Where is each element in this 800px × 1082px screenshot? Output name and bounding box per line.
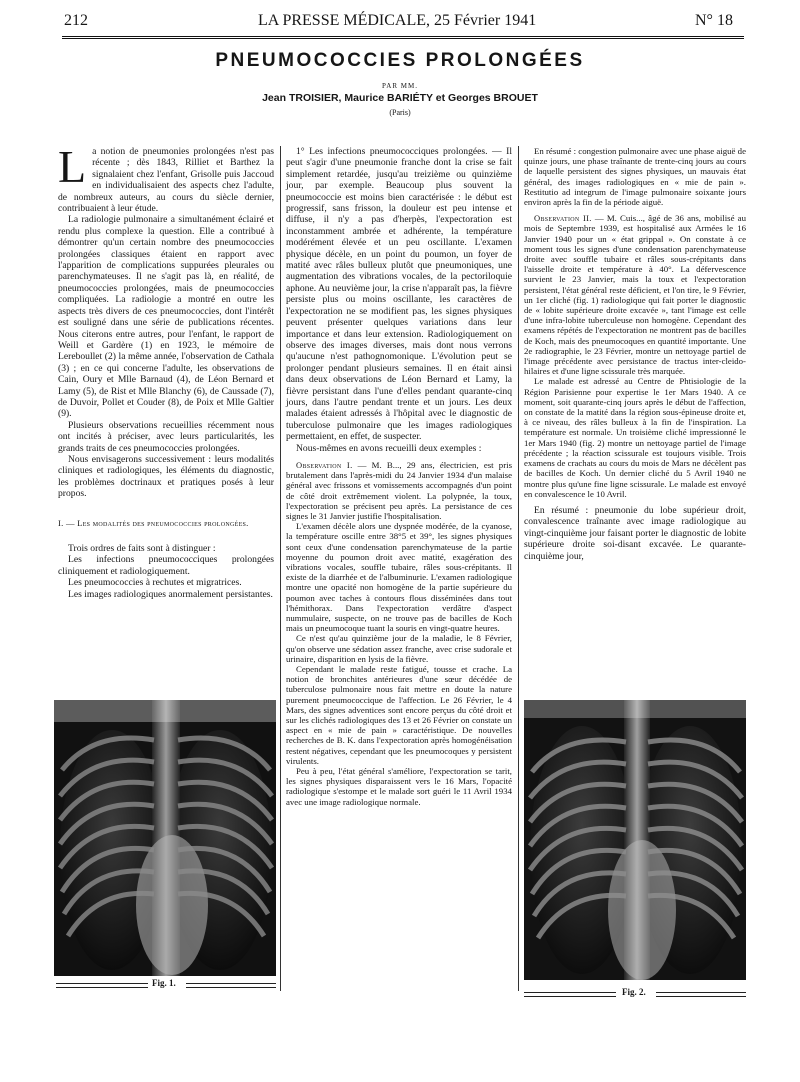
page-number: 212 <box>64 12 88 29</box>
column-1 <box>58 141 274 600</box>
column-divider <box>280 146 281 991</box>
column-3 <box>524 146 746 562</box>
city: (Paris) <box>389 108 411 117</box>
par-line: PAR MM. <box>382 82 418 90</box>
column-2 <box>286 146 512 807</box>
paragraph: Plusieurs observations recueillies récemment nous ont incités à préciser, avec leurs particularités, les grands traits de ces pneumococcies prolongées. <box>58 419 274 454</box>
paragraph: Nous-mêmes en avons recueilli deux exemples : <box>296 442 482 454</box>
paragraph: Les infections pneumococciques prolongées cliniquement et radiologiquement. <box>58 554 274 577</box>
paragraph: Nous envisagerons successivement : leurs modalités cliniques et radiologiques, les éléments du diagnostic, les problèmes doctrinaux et pratiques posés à leur propos. <box>58 453 274 500</box>
authors: Jean TROISIER, Maurice BARIÉTY et Georges BROUET <box>262 92 538 104</box>
issue-date: 25 Février 1941 <box>434 12 537 29</box>
caption-rule-right <box>656 992 746 997</box>
figure-2-caption: Fig. 2. <box>622 987 646 997</box>
paragraph: En résumé : congestion pulmonaire avec une phase aiguë de quinze jours, une phase traînante de trente-cinq jours au cours de laquelle persistent des signes physiques, un mauvais état général, des images radiologiques en « mie de pain ». Restitutio ad integrum de l'image pulmonaire soixante jours environ après la fin de la période aiguë. <box>524 146 746 208</box>
paragraph: Trois ordres de faits sont à distinguer : <box>68 543 216 554</box>
paragraph: 1° Les infections pneumococciques prolongées. — Il peut s'agir d'une pneumonie franche dont la crise se fait simplement retardée, jusqu'au treizième ou quinzième jour, par exemple. Beaucoup plus souvent la pneumococcie est moins bien caractérisée : le début est progressif, sans frisson, la douleur est peu intense et diffuse, il n'y a pas d'herpès, l'expectoration est inconstamment ambrée et adhérente, la température modérément élevée et un peu oscillante. L'examen physique décèle, en un point du poumon, un foyer de matité avec râles bulleux plutôt que pneumoniques, une augmentation des vibrations vocales, de la pectoriloquie aphone. Au neuvième jour, la crise n'apparaît pas, la fièvre persiste plus ou moins oscillante, les caractères de l'expectoration ne se modifient pas, les signes physiques peuvent présenter quelques variations dans leur importance et dans leur extension. Radiologiquement on observe des images diverses, mais dont nous verrons qu'aucune n'est pathognomonique. L'évolution peut se prolonger pendant plusieurs semaines. Il en était ainsi dans deux observations de Léon Bernard et Lamy, la fièvre persistant dans l'une d'elles pendant quarante-cinq jours, dans l'autre pendant trente et un jours. Les deux malades étaient adressés à l'hôpital avec le diagnostic de tuberculose pulmonaire que les images radiologiques permettaient, en effet, de suspecter. <box>286 146 512 443</box>
chest-radiograph <box>524 700 746 980</box>
observation-label: Observation I. <box>296 459 353 470</box>
drop-cap: L <box>58 141 87 192</box>
caption-rule-right <box>186 983 276 988</box>
figure-1-caption: Fig. 1. <box>152 978 176 988</box>
issue-number: N° 18 <box>695 12 733 29</box>
header-rule <box>62 36 744 37</box>
observation-1: Observation I. — M. B..., 29 ans, électricien, est pris brutalement dans l'après-midi du 24 Janvier 1934 d'un malaise général avec frissons et vomissements accompagnés d'un point de côté droit extrêmement violent. La polypnée, la toux, l'expectoration se précisent peu après. La persistance de ces signes le 31 Janvier justifie l'hospitalisation. <box>286 459 512 521</box>
journal-name: LA PRESSE MÉDICALE <box>258 12 427 29</box>
paragraph: La radiologie pulmonaire a simultanément éclairé et rendu plus complexe la question. Elle a contribué à démontrer qu'un certain nombre des pneumococcies prolongées classiques étaient en rapport avec l'apparition de complications suppurées pleurales ou parenchymateuses. Il ne s'agit pas là, en réalité, de pneumococcies prolongées, mais de pneumococcies compliquées. La radiologie a montré en outre les aspects très divers de ces pneumococcies, dont l'intérêt est souligné dans une série de publications récentes. Nous citerons entre autres, pour l'enfant, le rapport de Weill et Gardère (1) en 1923, le mémoire de Lereboullet (2) la même année, l'observation de Cathala (3) ; en ce qui concerne l'adulte, les observations de Cain, Oury et Mlle Barnaud (4), de Léon Bernard et Lamy (5), de Rist et Mlle Blanchy (6), de Caussade (7), de Duvoir, Pollet et Couder (8), de Poix et Mlle Galtier (9). <box>58 214 274 420</box>
paragraph: Peu à peu, l'état général s'améliore, l'expectoration se tarit, les signes physiques disparaissent vers le 16 Mars, l'opacité radiologique s'estompe et le malade sort guéri le 11 Avril 1934 avec une image radiologique normale. <box>286 766 512 807</box>
caption-rule-left <box>524 992 616 997</box>
article-title: PNEUMOCOCCIES PROLONGÉES <box>215 50 585 71</box>
paragraph: Cependant le malade reste fatigué, tousse et crache. La notion de bronchites antérieures d'une sœur décédée de tuberculose pulmonaire nous fait mettre en doute la nature purement pneumococcique de l'affection. Le 26 Février, le 4 Mars, des signes adventices sont encore perçus du côté droit et sur les clichés radiologiques des 13 et 26 Février on constate un aspect en « mie de pain » caractéristique. De nouvelles recherches de B. K. dans l'expectoration après homogénéisation restent négatives, cependant que les pneumocoques y persistent virulents. <box>286 664 512 766</box>
paragraph: L'examen décèle alors une dyspnée modérée, de la cyanose, la température oscille entre 38°5 et 39°, les signes physiques sont ceux d'une condensation parenchymateuse de la partie moyenne du poumon droit avec matité, exagération des vibrations vocales, souffle tubaire, râles sous-crépitants. Il existe de la diarrhée et de l'albuminurie. L'examen radiologique montre une opacité non homogène de la partie supérieure du poumon avec taches à contours flous disséminées dans tout l'hémithorax. Dans l'expectoration verdâtre d'aspect nummulaire, suspecte, on ne trouve pas de bacilles de Koch mais un pneumocoque tuant la souris en vingt-quatre heures. <box>286 521 512 634</box>
paragraph: Ce n'est qu'au quinzième jour de la maladie, le 8 Février, qu'on observe une sédation assez franche, avec crise sudorale et urinaire, disparition en lysis de la fièvre. <box>286 633 512 664</box>
paragraph: En résumé : pneumonie du lobe supérieur droit, convalescence traînante avec image radiologique au vingt-cinquième jour faisant porter le diagnostic de lobite supérieure droite soi-disant excavée. Le quarante-cinquième jour, <box>524 504 746 562</box>
paragraph: Les pneumococcies à rechutes et migratrices. <box>68 577 242 589</box>
chest-radiograph <box>54 700 276 976</box>
column-divider <box>518 146 519 991</box>
figure-2-xray <box>524 700 746 980</box>
caption-rule-left <box>56 983 148 988</box>
section-heading: I. — Les modalités des pneumococcies prolongées. <box>58 517 249 528</box>
observation-2: Observation II. — M. Cuis..., âgé de 36 ans, mobilisé au mois de Septembre 1939, est hospitalisé aux Armées le 16 Janvier 1940 pour un « état grippal ». On constate à ce moment tous les signes d'une condensation parenchymateuse droite avec souffle tubaire et râles sous-crépitants dans l'aisselle droite et température à 40°. La défervescence survient le 23 Janvier, mais la toux et l'expectoration persistent, l'état général reste déficient, et l'on tire, le 9 Février, un 1er cliché (fig. 1) radiologique qui fait porter le diagnostic de « lobite supérieure droite excavée », tant l'image est celle d'une infra-lobite tuberculeuse non homogène. Cependant des examens répétés de l'expectoration ne montrent pas de bacilles de Koch, mais des pneumocoques en quantité importante. Une 2e radiographie, le 23 Février, montre un nettoyage partiel de l'image précédente avec persistance de tractus inter-cleido-hilaires et d'une ligne scissurale très marquée. <box>524 213 746 377</box>
running-header: LA PRESSE MÉDICALE, 25 Février 1941 <box>258 12 537 29</box>
paragraph: Le malade est adressé au Centre de Phtisiologie de la Région Parisienne pour expertise le 1er Mars 1940. A ce moment, soit quarante-cinq jours après le début de l'affection, on constate de la matité dans la région sous-épineuse droite et, à ce niveau, des râles bulleux à la fin de l'inspiration. La température est normale. Un troisième cliché impressionné le 1er Mars 1940 (fig. 2) montre un nettoyage partiel de l'image précédente ; la réaction scissurale est toujours visible. Trois examens de crachats au cours du mois de Mars ne décèlent pas de bacilles de Koch. Un dernier cliché du 5 Avril 1940 ne montre plus qu'une fine ligne scissurale. Le malade est envoyé en convalescence le 10 Avril. <box>524 376 746 499</box>
figure-1-xray <box>54 700 276 976</box>
intro-paragraph: La notion de pneumonies prolongées n'est pas récente ; dès 1843, Rilliet et Barthez la signalaient chez l'enfant, Grisolle puis Jaccoud en individualisaient des aspects chez l'adulte, de nombreux auteurs, au cours du siècle dernier, contribuaient à leur étude. <box>58 141 274 215</box>
paragraph: Les images radiologiques anormalement persistantes. <box>68 588 273 600</box>
header-rule-double <box>62 38 744 39</box>
observation-label: Observation II. <box>534 213 592 224</box>
